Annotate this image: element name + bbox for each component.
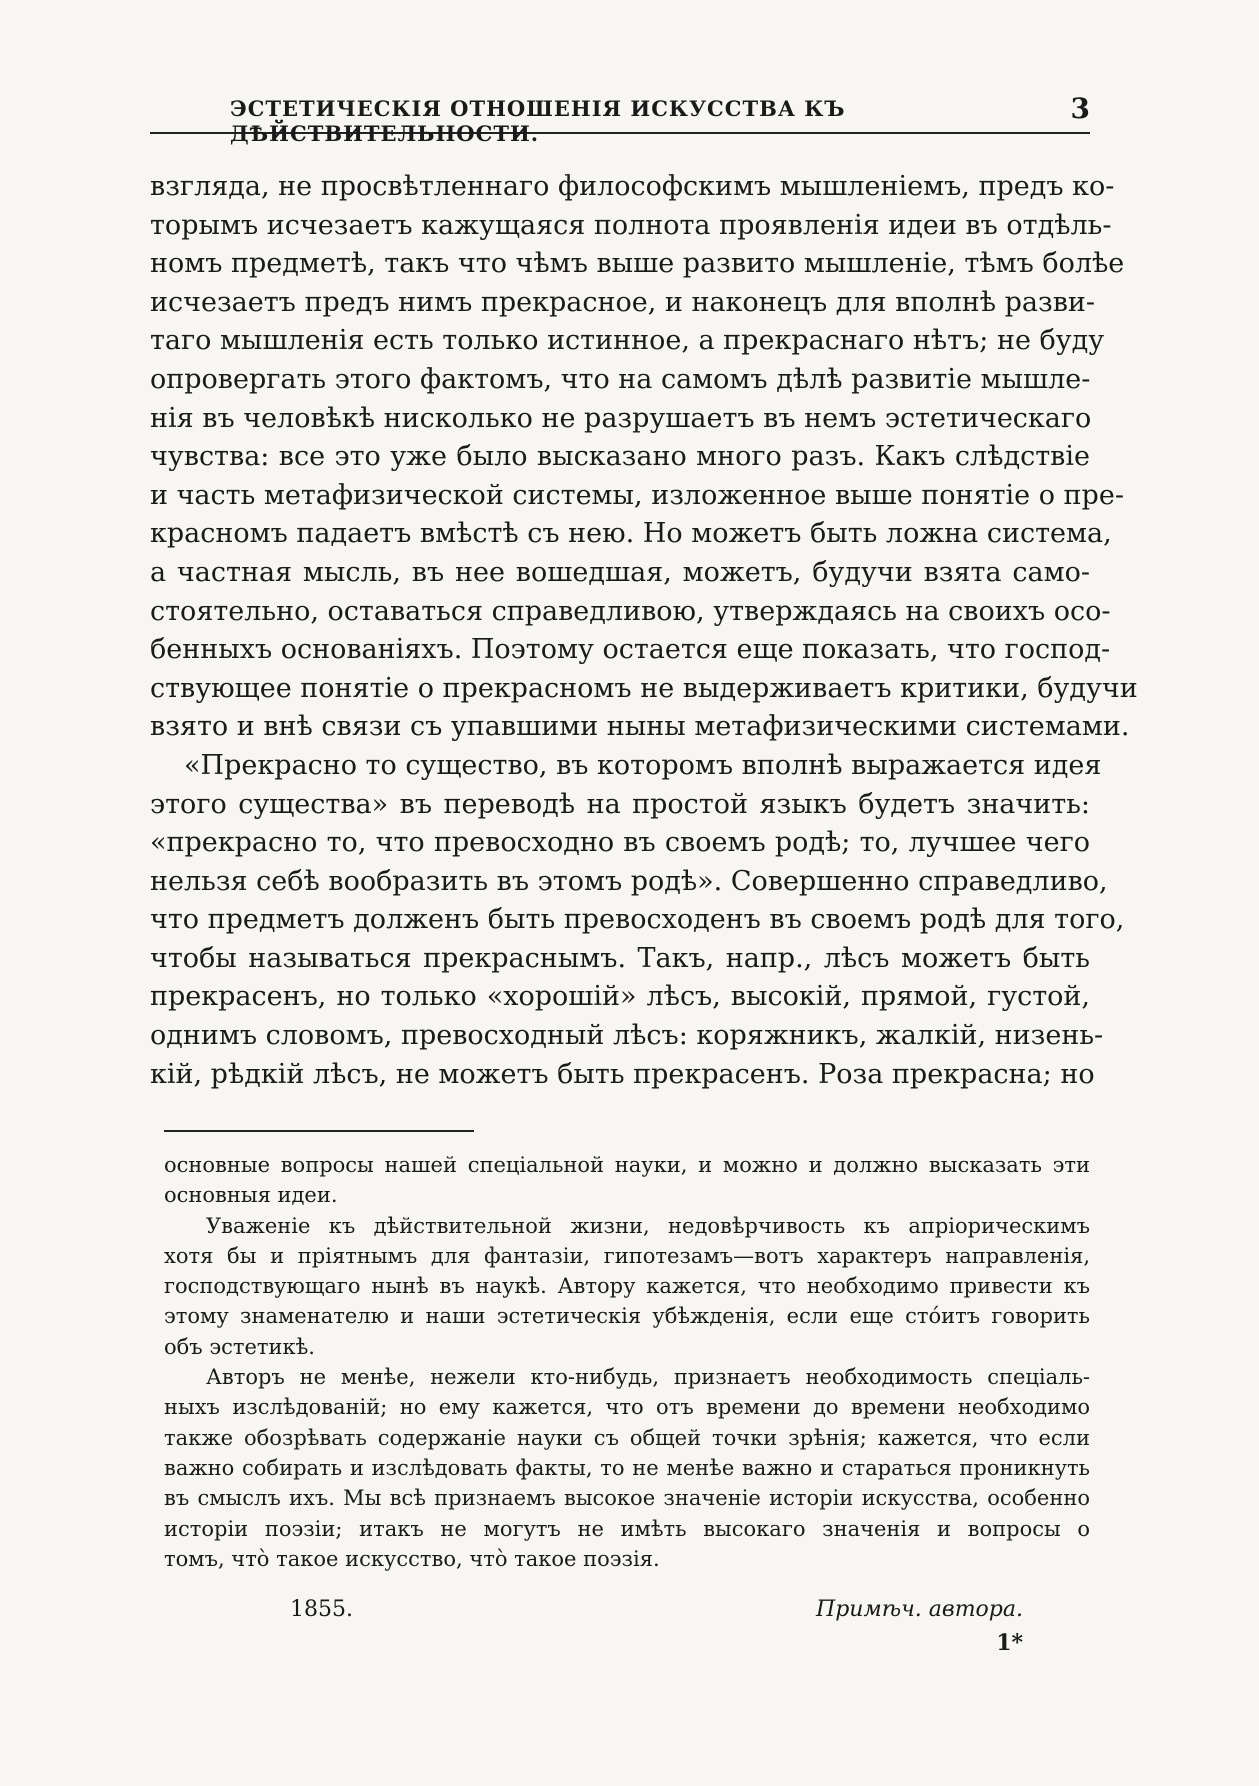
footnote-line: также обозрѣвать содержаніе науки съ общей точки зрѣнія; кажется, что если xyxy=(164,1425,1090,1450)
text-line: а частная мысль, въ нее вошедшая, можетъ, будучи взята само- xyxy=(150,556,1090,588)
text-line: ствующее понятіе о прекрасномъ не выдерживаетъ критики, будучи xyxy=(150,672,1138,704)
text-line: нія въ человѣкѣ нисколько не разрушаетъ въ немъ эстетическаго xyxy=(150,402,1092,434)
text-line: бенныхъ основаніяхъ. Поэтому остается еще показать, что господ- xyxy=(150,634,1111,666)
text-line: «Прекрасно то существо, въ которомъ вполнѣ выражается идея xyxy=(184,749,1102,781)
text-line: взгляда, не просвѣтленнаго философскимъ мышленіемъ, предъ ко- xyxy=(150,171,1115,202)
text-line: прекрасенъ, но только «хорошій» лѣсъ, высокій, прямой, густой, xyxy=(150,981,1090,1013)
footnote-line: важно собирать и изслѣдовать факты, то не менѣе важно и стараться проникнуть xyxy=(164,1455,1090,1480)
text-line: таго мышленія есть только истинное, а прекраснаго нѣтъ; не буду xyxy=(150,325,1105,357)
text-line: «прекрасно то, что превосходно въ своемъ родѣ; то, лучшее чего xyxy=(150,827,1090,859)
text-line: этого существа» въ переводѣ на простой языкъ будетъ значить: xyxy=(150,788,1090,820)
footnote-line: объ эстетикѣ. xyxy=(164,1334,315,1359)
footnote-divider xyxy=(164,1130,474,1132)
page-number: 3 xyxy=(1070,92,1090,125)
footnote-line: исторіи поэзіи; итакъ не могутъ не имѣть высокаго значенія и вопросы о xyxy=(164,1516,1090,1541)
text-line: номъ предметѣ, такъ что чѣмъ выше развито мышленіе, тѣмъ болѣе xyxy=(150,248,1125,280)
text-line: торымъ исчезаетъ кажущаяся полнота проявленія идеи въ отдѣль- xyxy=(150,209,1112,241)
text-line: что предметъ долженъ быть превосходенъ въ своемъ родѣ для того, xyxy=(150,904,1125,936)
footnote-line: Уваженіе къ дѣйствительной жизни, недовѣрчивость къ апріорическимъ xyxy=(206,1213,1090,1238)
footnote-line: этому знаменателю и наши эстетическія убѣжденія, если еще стóитъ говорить xyxy=(164,1304,1090,1329)
main-text xyxy=(150,168,1138,1094)
running-head xyxy=(150,92,1090,146)
footnote-line: Авторъ не менѣе, нежели кто-нибудь, признаетъ необходимость спеціаль- xyxy=(206,1365,1090,1390)
text-line: чтобы называться прекраснымъ. Такъ, напр., лѣсъ можетъ быть xyxy=(150,942,1090,974)
text-line: стоятельно, оставаться справедливою, утверждаясь на своихъ осо- xyxy=(150,595,1111,627)
footnote-year: 1855. xyxy=(290,1597,353,1622)
running-title: ЭСТЕТИЧЕСКІЯ ОТНОШЕНІЯ ИСКУССТВА КЪ ДѢЙСТВИТЕЛЬНОСТИ. xyxy=(230,96,846,146)
footnote-signature: Примѣч. автора. xyxy=(816,1597,1023,1622)
footnote-line: хотя бы и пріятнымъ для фантазіи, гипотезамъ—вотъ характеръ направленія, xyxy=(164,1243,1090,1268)
text-line: опровергать этого фактомъ, что на самомъ дѣлѣ развитіе мышле- xyxy=(150,363,1091,395)
text-line: красномъ падаетъ вмѣстѣ съ нею. Но можетъ быть ложна система, xyxy=(150,518,1112,550)
text-line: нельзя себѣ вообразить въ этомъ родѣ». Совершенно справедливо, xyxy=(150,865,1108,897)
text-line: кій, рѣдкій лѣсъ, не можетъ быть прекрасенъ. Роза прекрасна; но xyxy=(150,1058,1095,1090)
text-line: однимъ словомъ, превосходный лѣсъ: коряжникъ, жалкій, низень- xyxy=(150,1020,1104,1052)
footnote-line: ныхъ изслѣдованій; но ему кажется, что отъ времени до времени необходимо xyxy=(164,1395,1090,1420)
footnote-line: въ смыслъ ихъ. Мы всѣ признаемъ высокое значеніе исторіи искусства, особенно xyxy=(164,1486,1090,1511)
text-line: исчезаетъ предъ нимъ прекрасное, и наконецъ для вполнѣ разви- xyxy=(150,286,1096,318)
signature-mark: 1* xyxy=(996,1630,1023,1656)
text-line: взято и внѣ связи съ упавшими ныны метафизическими системами. xyxy=(150,711,1130,743)
footnote-line: господствующаго нынѣ въ наукѣ. Автору кажется, что необходимо привести къ xyxy=(164,1274,1090,1299)
footnote-line: основные вопросы нашей спеціальной науки, и можно и должно высказать эти xyxy=(164,1153,1090,1177)
text-line: чувства: все это уже было высказано много разъ. Какъ слѣдствіе xyxy=(150,441,1090,473)
text-line: и часть метафизической системы, изложенное выше понятіе о пре- xyxy=(150,479,1124,511)
footnotes xyxy=(164,1150,1090,1574)
footnote-line: томъ, что̀ такое искусство, что̀ такое поэзія. xyxy=(164,1546,660,1571)
footnote-line: основныя идеи. xyxy=(164,1183,338,1208)
